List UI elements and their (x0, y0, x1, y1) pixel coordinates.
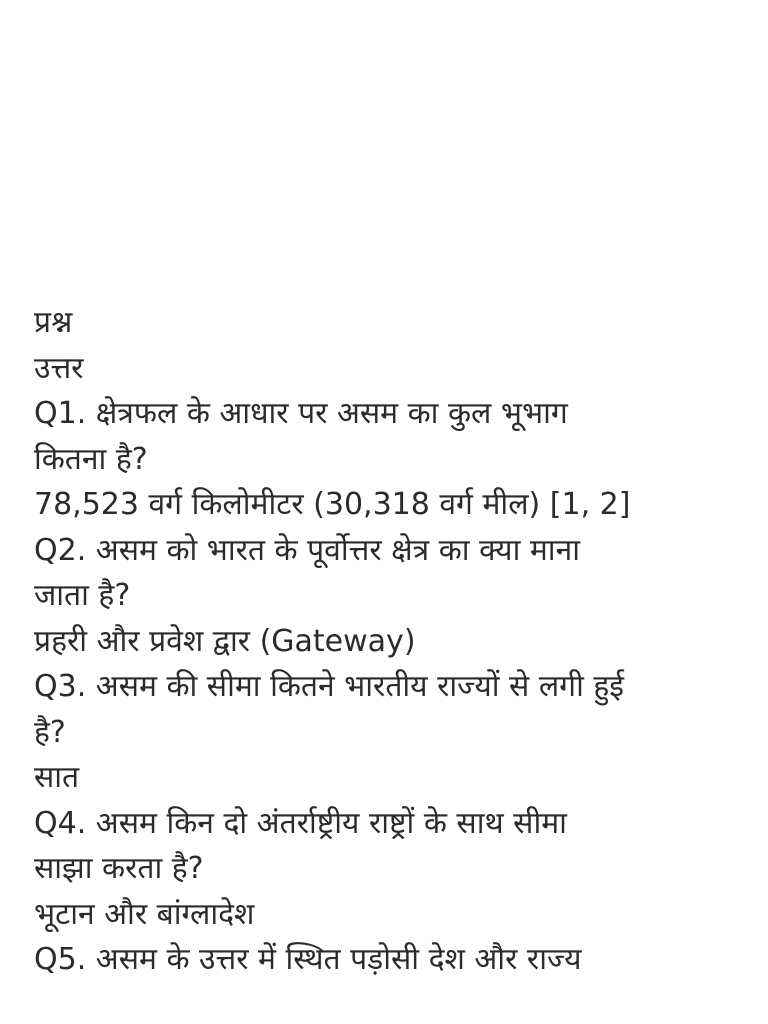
answer-4: भूटान और बांग्लादेश (34, 896, 255, 932)
question-5-line-1: Q5. असम के उत्तर में स्थित पड़ोसी देश और राज्य (34, 942, 582, 977)
question-1-line-2: कितना है? (34, 441, 148, 477)
question-3-line-2: है? (34, 714, 66, 750)
header-question-label: प्रश्न (34, 305, 73, 340)
answer-1: 78,523 वर्ग किलोमीटर (30,318 वर्ग मील) [1, 2] (34, 487, 631, 522)
question-4-line-2: साझा करता है? (34, 851, 204, 886)
question-4-line-1: Q4. असम किन दो अंतर्राष्ट्रीय राष्ट्रों के साथ सीमा (34, 805, 567, 841)
question-2-line-2: जाता है? (34, 578, 131, 613)
question-3-line-1: Q3. असम की सीमा कितने भारतीय राज्यों से लगी हुई (34, 669, 625, 704)
answer-3: सात (34, 760, 80, 795)
qa-document (34, 300, 734, 983)
header-answer-label: उत्तर (34, 350, 84, 386)
question-1-line-1: Q1. क्षेत्रफल के आधार पर असम का कुल भूभाग (34, 396, 568, 431)
question-2-line-1: Q2. असम को भारत के पूर्वोत्तर क्षेत्र का क्या माना (34, 532, 581, 568)
answer-2: प्रहरी और प्रवेश द्वार (Gateway) (34, 623, 416, 659)
